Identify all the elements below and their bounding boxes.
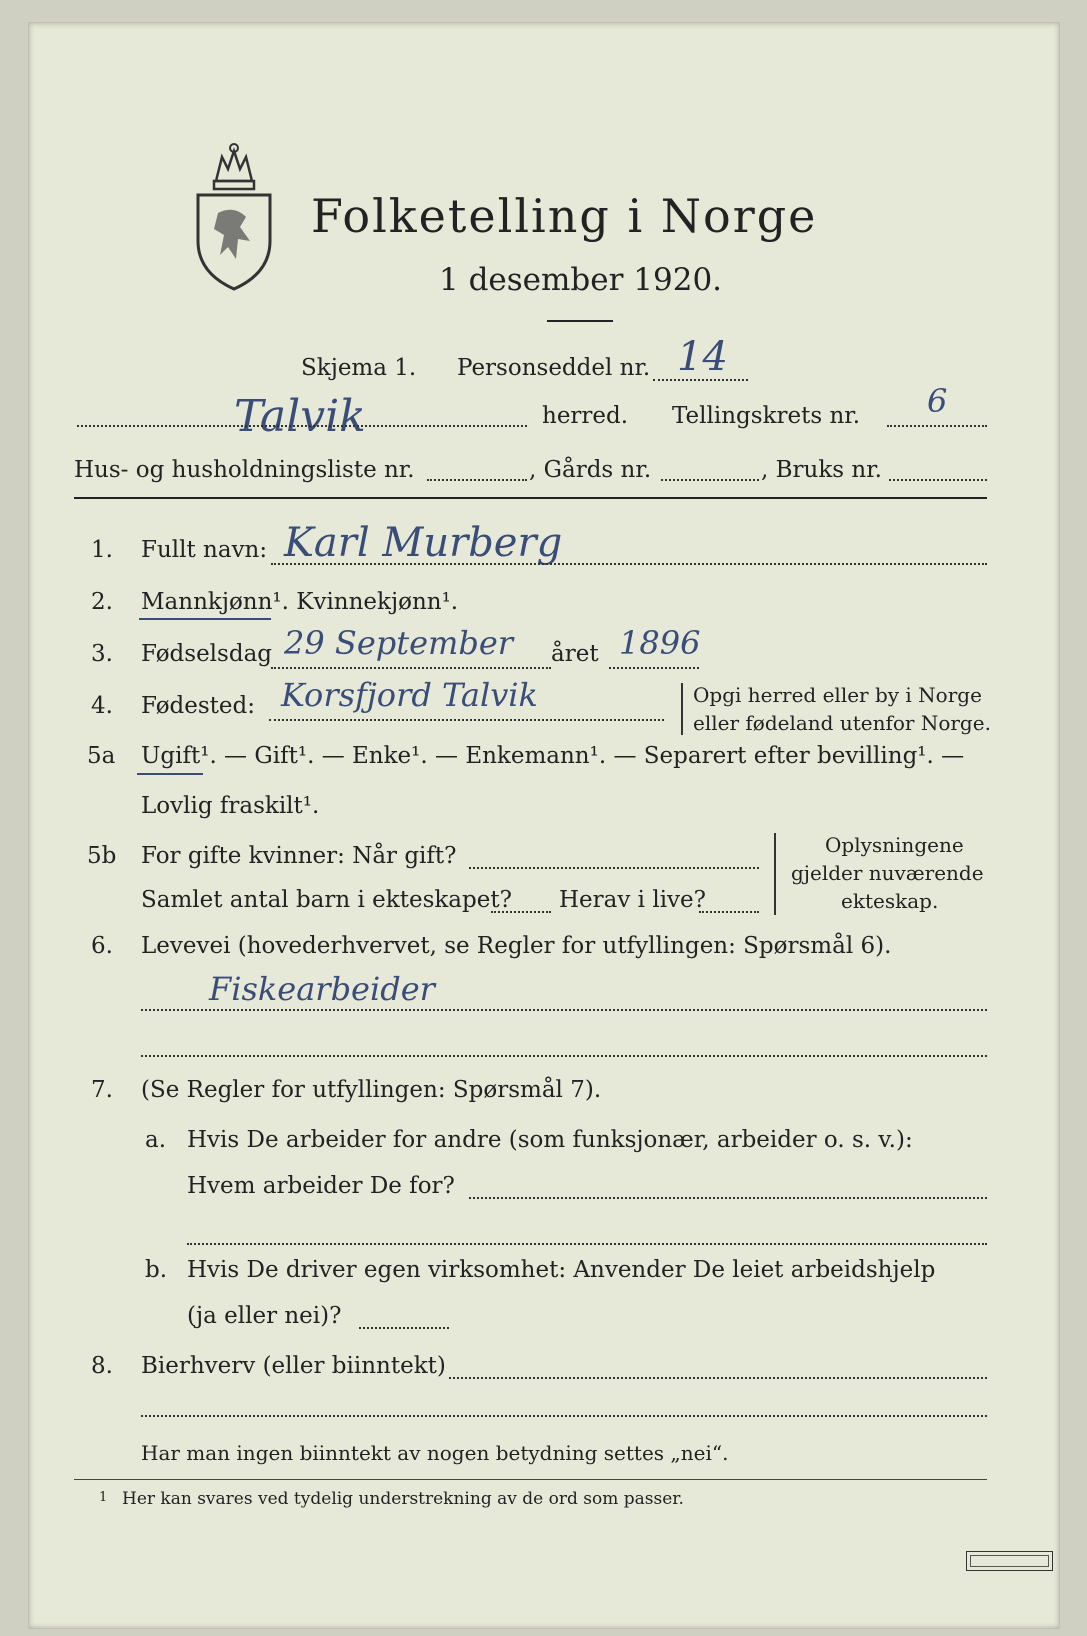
q1-number: 1. — [91, 537, 113, 563]
q2-number: 2. — [91, 589, 113, 615]
q1-value: Karl Murberg — [284, 520, 563, 566]
q5b-note-line2: gjelder nuværende — [791, 861, 984, 885]
q4-note-line2: eller fødeland utenfor Norge. — [693, 711, 991, 735]
form-title: Folketelling i Norge — [311, 189, 818, 243]
footnote-mark: 1 — [99, 1490, 108, 1505]
herred-value: Talvik — [234, 391, 366, 442]
husliste-label: Hus- og husholdningsliste nr. — [74, 457, 415, 483]
q7a-field-line1[interactable] — [469, 1197, 987, 1199]
q5b-married-field[interactable] — [469, 867, 759, 869]
q3-number: 3. — [91, 641, 113, 667]
q7b-line1: Hvis De driver egen virksomhet: Anvender De leiet arbeidshjelp — [187, 1257, 936, 1283]
form-date: 1 desember 1920. — [439, 262, 723, 298]
herred-label: herred. — [542, 403, 629, 429]
q3-year-label: året — [551, 641, 599, 667]
q3-label: Fødselsdag — [141, 641, 273, 667]
tellingskrets-label: Tellingskrets nr. — [672, 403, 861, 429]
title-divider — [547, 320, 613, 322]
q4-number: 4. — [91, 693, 113, 719]
q5a-number: 5a — [87, 743, 116, 769]
q4-note-line1: Opgi herred eller by i Norge — [693, 683, 982, 707]
q1-field[interactable] — [271, 563, 987, 565]
footnote-text: Her kan svares ved tydelig understrekning av de ord som passer. — [122, 1489, 684, 1509]
q5b-note-line1: Oplysningene — [825, 833, 964, 857]
q5a-underline-ugift — [137, 773, 203, 775]
q7a-line2: Hvem arbeider De for? — [187, 1173, 455, 1199]
q5a-options[interactable]: Ugift¹. — Gift¹. — Enke¹. — Enkemann¹. — Separert efter bevilling¹. — — [141, 743, 965, 769]
q6-field-line1[interactable] — [141, 1009, 987, 1011]
q5b-note-brace — [774, 833, 780, 915]
gards-field[interactable] — [661, 479, 759, 481]
tellingskrets-value: 6 — [927, 382, 948, 420]
footer-note: Har man ingen biinntekt av nogen betydning settes „nei“. — [141, 1441, 729, 1465]
q2-underline-mannkjonn — [139, 618, 271, 620]
q7-label: (Se Regler for utfyllingen: Spørsmål 7). — [141, 1077, 602, 1103]
bruks-label: , Bruks nr. — [761, 457, 882, 483]
q2-label[interactable]: Mannkjønn¹. Kvinnekjønn¹. — [141, 589, 459, 615]
q5b-number: 5b — [87, 843, 117, 869]
printer-stamp — [966, 1551, 1053, 1571]
q5b-note-line3: ekteskap. — [841, 889, 939, 913]
q5b-children-field[interactable] — [491, 911, 551, 913]
q6-field-line2[interactable] — [141, 1055, 987, 1057]
gards-label: , Gårds nr. — [529, 457, 652, 483]
q7a-line1: Hvis De arbeider for andre (som funksjonær, arbeider o. s. v.): — [187, 1127, 913, 1153]
q3-year-field[interactable] — [609, 667, 699, 669]
q3-year-value: 1896 — [619, 624, 701, 662]
q4-value: Korsfjord Talvik — [281, 676, 538, 714]
footer-divider — [74, 1479, 987, 1480]
header-divider — [74, 497, 987, 499]
q5b-line2a: Samlet antal barn i ekteskapet? — [141, 887, 512, 913]
census-form-sheet — [28, 22, 1060, 1629]
q7b-line2: (ja eller nei)? — [187, 1303, 342, 1329]
q3-day-value: 29 September — [284, 624, 514, 662]
q3-day-field[interactable] — [271, 667, 551, 669]
q7a-field-line2[interactable] — [187, 1243, 987, 1245]
q4-field[interactable] — [269, 719, 664, 721]
q7b-field[interactable] — [359, 1327, 449, 1329]
q5b-line2b: Herav i live? — [559, 887, 706, 913]
personseddel-label: Personseddel nr. — [457, 355, 651, 381]
q4-note-brace — [681, 683, 687, 735]
bruks-field[interactable] — [889, 479, 987, 481]
q8-number: 8. — [91, 1353, 113, 1379]
q6-number: 6. — [91, 933, 113, 959]
herred-field[interactable] — [77, 425, 527, 427]
q7b-letter: b. — [145, 1257, 168, 1283]
coat-of-arms-icon — [194, 143, 274, 293]
q5a-options-line2[interactable]: Lovlig fraskilt¹. — [141, 793, 320, 819]
q1-label: Fullt navn: — [141, 537, 268, 563]
q8-field-line1[interactable] — [449, 1377, 987, 1379]
q6-value: Fiskearbeider — [209, 970, 435, 1008]
tellingskrets-field[interactable] — [887, 425, 987, 427]
q6-label: Levevei (hovederhvervet, se Regler for utfyllingen: Spørsmål 6). — [141, 933, 892, 959]
q7-number: 7. — [91, 1077, 113, 1103]
personseddel-value: 14 — [677, 334, 728, 380]
q8-label: Bierhverv (eller biinntekt) — [141, 1353, 446, 1379]
skjema-label: Skjema 1. — [301, 355, 417, 381]
q5b-line1: For gifte kvinner: Når gift? — [141, 843, 457, 869]
q8-field-line2[interactable] — [141, 1415, 987, 1417]
q7a-letter: a. — [145, 1127, 167, 1153]
q5b-alive-field[interactable] — [699, 911, 759, 913]
q4-label: Fødested: — [141, 693, 256, 719]
husliste-field[interactable] — [427, 479, 527, 481]
